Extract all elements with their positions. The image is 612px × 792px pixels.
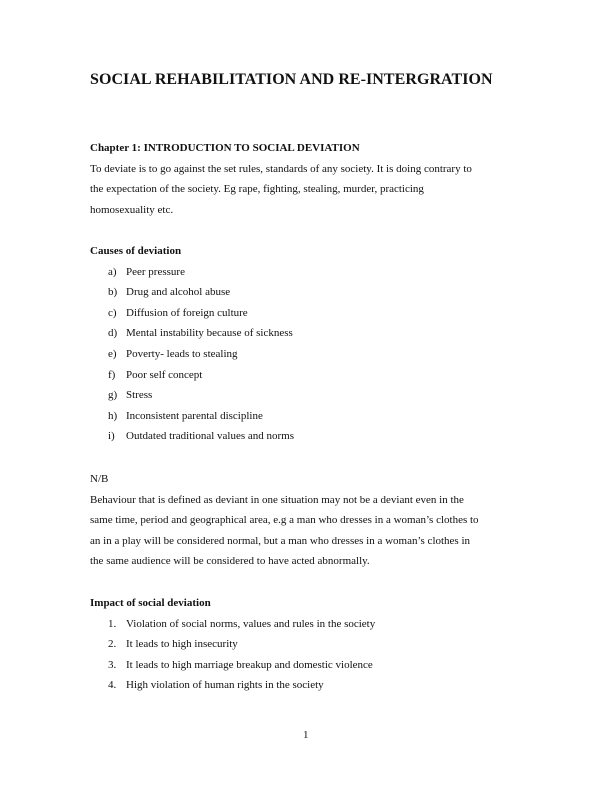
list-item-text: Stress: [126, 389, 153, 402]
paragraph-line: To deviate is to go against the set rules, standards of any society. It is doing contrary to: [90, 162, 472, 175]
impact-section: [90, 593, 530, 696]
list-marker: g): [108, 389, 118, 402]
list-item-text: High violation of human rights in the society: [126, 679, 324, 692]
chapter-intro-paragraph: [90, 159, 530, 221]
list-item-text: Poor self concept: [126, 368, 203, 381]
list-item-text: Outdated traditional values and norms: [126, 430, 295, 443]
list-item: [90, 675, 530, 696]
list-item-text: Diffusion of foreign culture: [126, 306, 248, 319]
list-item: [90, 406, 530, 427]
list-item: [90, 614, 530, 635]
list-marker: c): [108, 306, 117, 319]
paragraph-line: homosexuality etc.: [90, 203, 174, 216]
list-item: [90, 385, 530, 406]
list-item-text: Peer pressure: [126, 265, 185, 278]
paragraph-line: the expectation of the society. Eg rape, fighting, stealing, murder, practicing: [90, 183, 424, 196]
impact-list: [90, 614, 530, 696]
list-marker: a): [108, 265, 117, 278]
impact-heading: Impact of social deviation: [90, 597, 211, 609]
causes-section: [90, 241, 530, 447]
paragraph-line: an in a play will be considered normal, but a man who dresses in a woman’s clothes in: [90, 534, 471, 547]
list-marker: 2.: [108, 638, 117, 651]
list-item: [90, 282, 530, 303]
note-paragraph: [90, 490, 530, 572]
list-item: [90, 655, 530, 676]
list-marker: b): [108, 286, 118, 299]
chapter-section: [90, 138, 530, 220]
list-marker: f): [108, 368, 116, 381]
list-marker: 4.: [108, 679, 117, 692]
list-marker: e): [108, 347, 117, 360]
document-title: SOCIAL REHABILITATION AND RE-INTERGRATION: [90, 71, 493, 88]
list-item: [90, 365, 530, 386]
list-item: [90, 262, 530, 283]
list-item-text: Drug and alcohol abuse: [126, 286, 231, 299]
list-item-text: Inconsistent parental discipline: [126, 409, 263, 422]
list-marker: i): [108, 430, 115, 443]
list-marker: 1.: [108, 617, 117, 630]
list-item-text: It leads to high insecurity: [126, 638, 238, 651]
paragraph-line: same time, period and geographical area, e.g a man who dresses in a woman’s clothes to: [90, 514, 479, 527]
list-item-text: Poverty- leads to stealing: [126, 347, 238, 360]
list-marker: 3.: [108, 658, 117, 671]
paragraph-line: Behaviour that is defined as deviant in one situation may not be a deviant even in the: [90, 493, 464, 506]
list-item-text: It leads to high marriage breakup and domestic violence: [126, 658, 373, 671]
list-item: [90, 323, 530, 344]
note-section: [90, 469, 530, 572]
list-item: [90, 634, 530, 655]
list-marker: d): [108, 327, 118, 340]
causes-heading: Causes of deviation: [90, 245, 182, 257]
paragraph-line: the same audience will be considered to have acted abnormally.: [90, 555, 370, 568]
list-marker: h): [108, 409, 118, 422]
causes-list: [90, 262, 530, 447]
note-label: N/B: [90, 473, 109, 485]
chapter-heading: Chapter 1: INTRODUCTION TO SOCIAL DEVIATION: [90, 142, 360, 154]
list-item-text: Mental instability because of sickness: [126, 327, 293, 340]
list-item-text: Violation of social norms, values and rules in the society: [126, 617, 376, 630]
list-item: [90, 426, 530, 447]
list-item: [90, 344, 530, 365]
page-number: 1: [303, 729, 309, 741]
list-item: [90, 303, 530, 324]
